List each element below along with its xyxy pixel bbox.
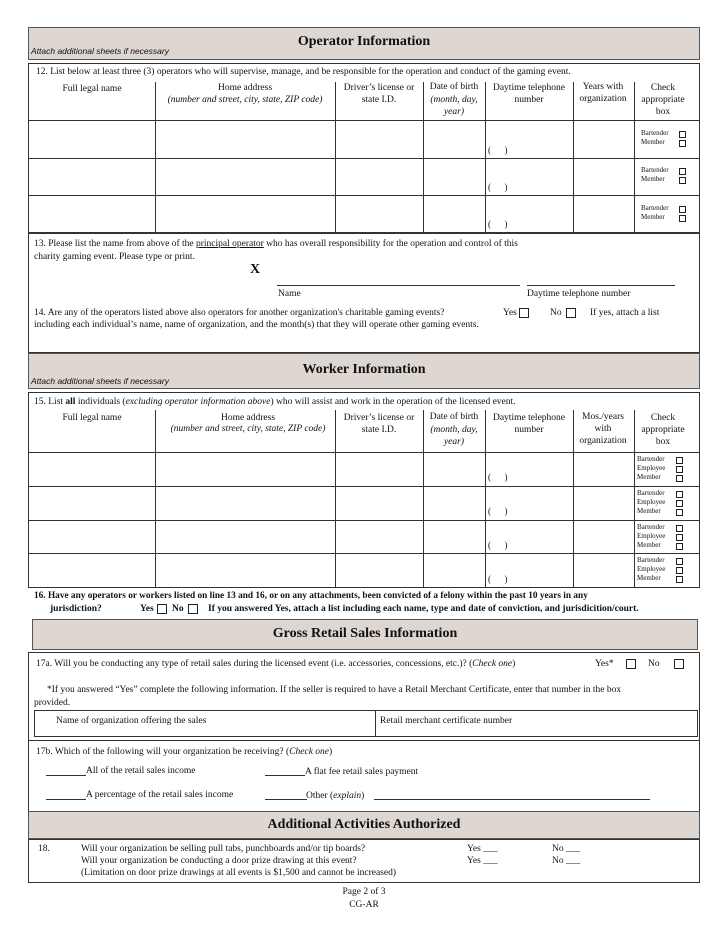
q16-yes-label: Yes (140, 604, 154, 614)
q17a-yes-checkbox[interactable] (626, 659, 636, 669)
wk-header-months: Mos./years with organization (579, 412, 627, 446)
worker-section-title: Worker Information (302, 362, 426, 377)
phone-placeholder: ( ) (488, 472, 508, 482)
q18-door-yes[interactable]: Yes ___ (467, 856, 498, 866)
phone-placeholder: ( ) (488, 145, 508, 155)
opt-other-blank[interactable] (265, 799, 307, 800)
wk-header-phone: Daytime telephone number (492, 413, 565, 435)
bartender-checkbox[interactable] (676, 491, 683, 498)
phone-placeholder: ( ) (488, 506, 508, 516)
q16-no-checkbox[interactable] (188, 604, 198, 614)
check-label-member: Member (641, 138, 665, 146)
q15-text: 15. List all individuals (excluding operator information above) who will assist and work in the operation of the licensed event. (34, 397, 516, 407)
q18-pull-no[interactable]: No ___ (552, 844, 581, 854)
q14-yes-label: Yes (503, 308, 517, 318)
check-label-bartender: Bartender (637, 455, 665, 463)
op-header-check: Check appropriate box (641, 83, 685, 117)
q14-text: 14. Are any of the operators listed above also operators for another organization's charitable gaming events? (34, 308, 445, 318)
member-checkbox[interactable] (676, 576, 683, 583)
phone-placeholder: ( ) (488, 219, 508, 229)
q13-line2: charity gaming event. Please type or print. (34, 252, 195, 262)
check-label-bartender: Bartender (637, 489, 665, 497)
bartender-checkbox[interactable] (679, 168, 686, 175)
opt-pct-blank[interactable] (46, 799, 86, 800)
op-header-years: Years with organization (579, 82, 627, 104)
bartender-checkbox[interactable] (676, 457, 683, 464)
check-label-employee: Employee (637, 565, 666, 573)
wk-header-dob: Date of birth (429, 412, 479, 422)
principal-name-field[interactable] (277, 285, 520, 286)
phone-placeholder: ( ) (488, 574, 508, 584)
wk-header-address-sub: (number and street, city, state, ZIP code) (170, 424, 326, 434)
phone-placeholder: ( ) (488, 540, 508, 550)
op-header-name: Full legal name (62, 84, 122, 94)
member-checkbox[interactable] (679, 177, 686, 184)
retail-section-title: Gross Retail Sales Information (272, 626, 458, 641)
check-label-bartender: Bartender (637, 556, 665, 564)
check-label-member: Member (637, 507, 661, 515)
wk-header-license: Driver’s license or state I.D. (343, 413, 415, 435)
check-label-bartender: Bartender (637, 523, 665, 531)
wk-header-check: Check appropriate box (641, 413, 685, 447)
q18-limit-note: (Limitation on door prize drawings at all events is $1,500 and cannot be increased) (81, 868, 396, 878)
operator-attach-note: Attach additional sheets if necessary (31, 46, 169, 56)
q18-door-prize: Will your organization be conducting a door prize drawing at this event? (81, 856, 357, 866)
wk-header-name: Full legal name (62, 413, 122, 423)
other-explain-field[interactable] (374, 799, 650, 800)
principal-operator-link: principal operator (195, 239, 264, 249)
org-name-label[interactable]: Name of organization offering the sales (56, 716, 207, 726)
additional-section-title: Additional Activities Authorized (267, 817, 461, 832)
check-label-member: Member (637, 574, 661, 582)
q17b-text: 17b. Which of the following will your organization be receiving? (Check one) (36, 747, 333, 757)
q18-number: 18. (38, 844, 50, 854)
retail-note-line1: *If you answered “Yes” complete the following information. If the seller is required to have a Retail Merchant Certificate, enter that number in the box (47, 685, 622, 695)
q17a-text: 17a. Will you be conducting any type of retail sales during the licensed event (i.e. accessories, concessions, etc.)? (Check one) (36, 659, 516, 669)
member-checkbox[interactable] (679, 140, 686, 147)
op-header-dob: Date of birth (429, 82, 479, 92)
retail-note-line2: provided. (34, 698, 71, 708)
check-label-employee: Employee (637, 464, 666, 472)
x-mark: X (250, 262, 261, 277)
employee-checkbox[interactable] (676, 466, 683, 473)
op-header-address-sub: (number and street, city, state, ZIP code) (167, 95, 323, 105)
check-label-bartender: Bartender (641, 166, 669, 174)
retail-section-header (32, 619, 698, 650)
wk-header-dob-sub: (month, day, year) (430, 425, 478, 447)
q16-line1: 16. Have any operators or workers listed on line 13 and 16, or on any attachments, been convicted of a felony within the past 10 years in any (34, 591, 588, 601)
opt-other-label: Other (explain) (306, 791, 365, 801)
check-label-member: Member (637, 473, 661, 481)
op-header-address: Home address (217, 83, 273, 93)
q14-line2: including each individual’s name, name of organization, and the month(s) that they will operate other gaming events. (34, 320, 479, 330)
q16-tail: If you answered Yes, attach a list including each name, type and date of conviction, and jurisdicition/court. (208, 604, 639, 614)
opt-all-blank[interactable] (46, 775, 86, 776)
q17a-no-checkbox[interactable] (674, 659, 684, 669)
bartender-checkbox[interactable] (679, 131, 686, 138)
op-header-phone: Daytime telephone number (492, 83, 565, 105)
q14-tail: If yes, attach a list (590, 308, 660, 318)
wk-header-address: Home address (220, 413, 276, 423)
q17a-no-label: No (648, 659, 660, 669)
employee-checkbox[interactable] (676, 534, 683, 541)
phone-label: Daytime telephone number (527, 289, 631, 299)
q16-yes-checkbox[interactable] (157, 604, 167, 614)
q16-jurisdiction: jurisdiction? (50, 604, 102, 614)
q16-no-label: No (172, 604, 184, 614)
q17a-yes-label: Yes* (595, 659, 614, 669)
employee-checkbox[interactable] (676, 500, 683, 507)
opt-flat-blank[interactable] (265, 775, 305, 776)
opt-all-label: All of the retail sales income (86, 766, 196, 776)
member-checkbox[interactable] (676, 509, 683, 516)
form-code: CG-AR (349, 900, 379, 910)
check-label-employee: Employee (637, 498, 666, 506)
check-label-member: Member (641, 175, 665, 183)
q12-text: 12. List below at least three (3) operators who will supervise, manage, and be responsible for the operation and conduct of the gaming event. (36, 67, 571, 77)
member-checkbox[interactable] (679, 215, 686, 222)
check-label-bartender: Bartender (641, 129, 669, 137)
operator-section-title: Operator Information (297, 34, 431, 49)
op-header-license: Driver’s license or state I.D. (343, 83, 415, 105)
cert-number-label[interactable]: Retail merchant certificate number (380, 716, 513, 726)
check-label-employee: Employee (637, 532, 666, 540)
principal-phone-field[interactable] (527, 285, 675, 286)
op-header-dob-sub: (month, day, year) (430, 95, 478, 117)
bartender-checkbox[interactable] (676, 558, 683, 565)
member-checkbox[interactable] (676, 543, 683, 550)
opt-pct-label: A percentage of the retail sales income (86, 790, 234, 800)
q18-pull-tabs: Will your organization be selling pull tabs, punchboards and/or tip boards? (81, 844, 366, 854)
q13-text: 13. Please list the name from above of the principal operator who has overall responsibility for the operation and control of this (34, 239, 518, 249)
q14-no-checkbox[interactable] (566, 308, 576, 318)
operator-section-header (28, 27, 700, 60)
q14-no-label: No (550, 308, 562, 318)
worker-section-header (28, 353, 700, 389)
worker-attach-note: Attach additional sheets if necessary (31, 376, 169, 386)
member-checkbox[interactable] (676, 475, 683, 482)
check-label-bartender: Bartender (641, 204, 669, 212)
additional-section-header (28, 811, 700, 839)
page-number: Page 2 of 3 (342, 887, 386, 897)
check-label-member: Member (637, 541, 661, 549)
q18-door-no[interactable]: No ___ (552, 856, 581, 866)
q18-pull-yes[interactable]: Yes ___ (467, 844, 498, 854)
name-label: Name (278, 289, 301, 299)
employee-checkbox[interactable] (676, 567, 683, 574)
phone-placeholder: ( ) (488, 182, 508, 192)
q14-yes-checkbox[interactable] (519, 308, 529, 318)
opt-flat-label: A flat fee retail sales payment (305, 767, 419, 777)
bartender-checkbox[interactable] (679, 206, 686, 213)
check-label-member: Member (641, 213, 665, 221)
bartender-checkbox[interactable] (676, 525, 683, 532)
